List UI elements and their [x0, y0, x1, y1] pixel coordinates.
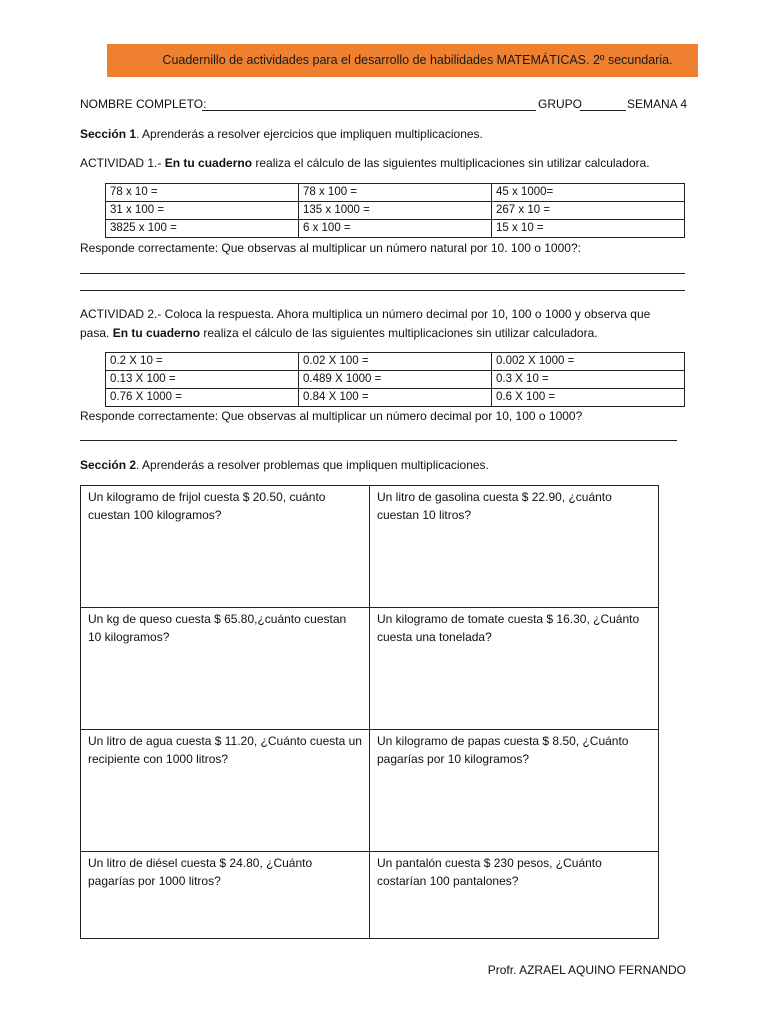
table-row [106, 184, 685, 202]
worksheet-title: Cuadernillo de actividades para el desarrollo de habilidades MATEMÁTICAS. 2º secundaria. [162, 53, 673, 67]
table-cell: 0.002 X 1000 = [492, 353, 685, 371]
table-cell: 0.13 X 100 = [106, 371, 299, 389]
student-info-line [80, 96, 206, 112]
activity2-question: Responde correctamente: Que observas al multiplicar un número decimal por 10, 100 o 1000? [80, 409, 583, 423]
group-label: GRUPO [538, 97, 583, 111]
table-row [106, 389, 685, 407]
table-row [81, 852, 659, 939]
week-label: SEMANA 4 [627, 97, 688, 111]
table-row [81, 486, 659, 608]
table-cell: 6 x 100 = [299, 220, 492, 238]
activity1-bold: En tu cuaderno [164, 156, 253, 170]
problem-cell: Un litro de diésel cuesta $ 24.80, ¿Cuánto pagarías por 1000 litros? [81, 852, 370, 939]
worksheet-title-banner [107, 44, 698, 77]
table-cell: 267 x 10 = [492, 202, 685, 220]
name-label: NOMBRE COMPLETO: [80, 97, 207, 111]
table-cell: 3825 x 100 = [106, 220, 299, 238]
problem-cell: Un litro de gasolina cuesta $ 22.90, ¿cuánto cuestan 10 litros? [370, 486, 659, 608]
section2-text: . Aprenderás a resolver problemas que impliquen multiplicaciones. [136, 458, 489, 472]
activity2-text-end: realiza el cálculo de las siguientes multiplicaciones sin utilizar calculadora. [200, 326, 598, 340]
table-cell: 0.76 X 1000 = [106, 389, 299, 407]
activity1-table [105, 183, 685, 238]
answer-line[interactable] [80, 290, 685, 291]
problem-cell: Un kilogramo de tomate cuesta $ 16.30, ¿Cuánto cuesta una tonelada? [370, 608, 659, 730]
table-cell: 0.2 X 10 = [106, 353, 299, 371]
problems-table [80, 485, 659, 939]
table-row [106, 202, 685, 220]
activity2-instructions-line2 [80, 325, 598, 341]
activity2-bold: En tu cuaderno [112, 326, 201, 340]
section1-text: . Aprenderás a resolver ejercicios que impliquen multiplicaciones. [136, 127, 483, 141]
section2-label: Sección 2 [80, 458, 137, 472]
activity1-label: ACTIVIDAD 1.- [80, 156, 165, 170]
table-row [81, 608, 659, 730]
section2-heading [80, 457, 489, 473]
table-cell: 135 x 1000 = [299, 202, 492, 220]
problem-cell: Un pantalón cuesta $ 230 pesos, ¿Cuánto costarían 100 pantalones? [370, 852, 659, 939]
activity2-table [105, 352, 685, 407]
table-cell: 0.6 X 100 = [492, 389, 685, 407]
table-row [81, 730, 659, 852]
teacher-name: Profr. AZRAEL AQUINO FERNANDO [487, 963, 686, 977]
activity2-text-start: pasa. [80, 326, 113, 340]
answer-line[interactable] [80, 273, 685, 274]
table-cell: 0.84 X 100 = [299, 389, 492, 407]
activity2-instructions-line1: ACTIVIDAD 2.- Coloca la respuesta. Ahora multiplica un número decimal por 10, 100 o 1000 y observa que [80, 307, 651, 321]
table-cell: 31 x 100 = [106, 202, 299, 220]
activity1-text: realiza el cálculo de las siguientes multiplicaciones sin utilizar calculadora. [252, 156, 650, 170]
table-row [106, 353, 685, 371]
problem-cell: Un litro de agua cuesta $ 11.20, ¿Cuánto cuesta un recipiente con 1000 litros? [81, 730, 370, 852]
table-cell: 0.489 X 1000 = [299, 371, 492, 389]
name-blank[interactable] [202, 110, 536, 111]
table-row [106, 220, 685, 238]
table-row [106, 371, 685, 389]
table-cell: 0.02 X 100 = [299, 353, 492, 371]
problem-cell: Un kilogramo de frijol cuesta $ 20.50, cuánto cuestan 100 kilogramos? [81, 486, 370, 608]
table-cell: 15 x 10 = [492, 220, 685, 238]
table-cell: 45 x 1000= [492, 184, 685, 202]
activity1-instructions [80, 155, 650, 171]
table-cell: 78 x 10 = [106, 184, 299, 202]
activity1-question: Responde correctamente: Que observas al multiplicar un número natural por 10. 100 o 1000?: [80, 241, 581, 255]
section1-label: Sección 1 [80, 127, 137, 141]
table-cell: 78 x 100 = [299, 184, 492, 202]
problem-cell: Un kg de queso cuesta $ 65.80,¿cuánto cuestan 10 kilogramos? [81, 608, 370, 730]
problem-cell: Un kilogramo de papas cuesta $ 8.50, ¿Cuánto pagarías por 10 kilogramos? [370, 730, 659, 852]
answer-line[interactable] [80, 440, 677, 441]
section1-heading [80, 126, 483, 142]
group-blank[interactable] [580, 110, 626, 111]
table-cell: 0.3 X 10 = [492, 371, 685, 389]
